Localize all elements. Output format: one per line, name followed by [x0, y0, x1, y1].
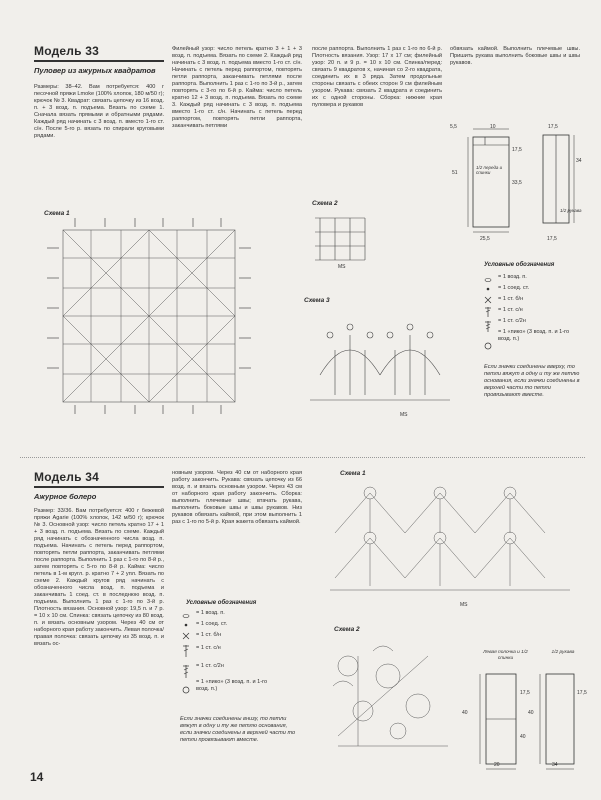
m34-dim-l-bottom: 20 [494, 762, 500, 768]
model34-subtitle: Ажурное болеро [34, 492, 97, 501]
model33-pattern-schematic [440, 115, 590, 235]
model34-legend-title: Условные обозначения [186, 600, 257, 606]
m34-dim-l-top: 40 [462, 710, 468, 716]
dim-r-top: 17,5 [548, 124, 558, 130]
m34-dim-r-bottom: 34 [552, 762, 558, 768]
model33-scheme3-label: Схема 3 [304, 297, 330, 304]
model33-legend-list [498, 274, 578, 345]
legend-item: = 1 ст. с/н [196, 645, 221, 651]
legend-item: = 1 ст. б/н [498, 296, 524, 302]
model34-scheme2-label: Схема 2 [334, 626, 360, 633]
dim-r-bottom: 17,5 [547, 236, 557, 242]
legend-item: = 1 соед. ст. [196, 621, 228, 627]
model34-scheme1-label: Схема 1 [340, 470, 366, 477]
dim-top2: 10 [490, 124, 496, 130]
dim-r-note: 1/2 рукава [560, 208, 582, 213]
model33-legend-title: Условные обозначения [484, 262, 555, 268]
model34-title-rule [34, 486, 164, 488]
legend-item: = 1 возд. п. [498, 274, 527, 280]
model34-pattern-title-left: Левая полочка и 1/2 спинки [483, 650, 528, 661]
model33-text-col2: Филейный узор: число петель кратно 3 + 1 + 3 возд. п. подъема. Вязать по схеме 2. Каждый ряд начинать с 3 возд. п. подъема вместо 1-го ст. с/н. Начинать с петель перед раппортом, повторять петли раппорта, заканчивать петлями после раппорта. Выполнить 1 раз с 1-го по 3-й р., затем повторять с 3-го по 6-й р. Кайма: число петель кратно 12 + 3 возд. п. подъема. Вязать по схеме 3. Каждый ряд начинать с 3 возд. п. подъема вместо 1-го ст. с/н. Начинать с петель перед раппортом, повторять петли раппорта, заканчивать петлями [172, 46, 302, 129]
model34-scheme2-chart [318, 636, 458, 766]
model33-legend-symbols [478, 276, 498, 356]
legend-item: = 1 возд. п. [196, 610, 225, 616]
model33-scheme2-ms: MS [338, 264, 346, 270]
model34-scheme1-chart [325, 478, 580, 603]
model33-text-col3: после раппорта. Выполнить 1 раз с 1-го по 6-й р. Плотность вязания. Узор: 17 х 17 см; филейный узор: 20 п. и 9 р. = 10 х 10 см. Спинка/перед: связать 9 квадратов х, начиная со 2-го квадрата, соединить их в 3 ряда. Затем продольные стороны связать с обеих сторон 9 см филейным узором. Рукава: связать 2 квадрата и соединить их с одной стороны. Сборка: нижние края пуловера и рукавов [312, 46, 442, 108]
model33-title-rule [34, 60, 164, 62]
model33-subtitle: Пуловер из ажурных квадратов [34, 66, 156, 75]
legend-item: = 1 «пико» (3 возд. п. и 1-го возд. п.) [196, 679, 268, 692]
legend-item: = 1 ст. с/н [498, 307, 523, 313]
model34-scheme1-ms: MS [460, 602, 468, 608]
dim-h2: 33,5 [512, 180, 522, 186]
model33-title: Модель 33 [34, 44, 99, 58]
model34-text-col2: новным узором. Через 40 см от наборного края работу закончить. Рукава: связать цепочку из 66 возд. п. и вязать основным узором. Через 43 см от наборного края работу закончить. Сборка: выполнить плечевые швы; втачать рукава, выполнить боковые швы и швы рукавов. Низ рукавов обвязать каймой, при этом выполнить 1 раз с 1-го по 5-й р. Края жакета обвязать каймой. [172, 470, 302, 525]
legend-item: = 1 ст. б/н [196, 632, 222, 638]
dim-h1: 17,5 [512, 147, 522, 153]
model33-scheme3-ms: MS [400, 412, 408, 418]
model33-scheme3-chart [300, 305, 460, 415]
model33-scheme1-label: Схема 1 [44, 210, 70, 217]
dim-bottom: 25,5 [480, 236, 490, 242]
section-divider [20, 457, 585, 459]
model34-legend-symbols [176, 612, 196, 702]
dim-top1: 5,5 [450, 124, 457, 130]
legend-item: = 1 «пико» (3 возд. п. и 1-го возд. п.) [498, 329, 570, 342]
dim-note: 1/2 переда и спинки [476, 165, 503, 175]
m34-dim-r-h: 40 [528, 710, 534, 716]
legend-item: = 1 ст. с/2н [196, 663, 224, 669]
model33-legend-note: Если значки соединены вверху, то петли вяжут в одну и ту же петлю основания, если значки соединены в верхней части то петли провязывают вместе. [484, 364, 580, 398]
model34-legend-list [196, 610, 276, 695]
model34-pattern-title-right: 1/2 рукава [551, 650, 575, 655]
m34-dim-l-h1: 17,5 [520, 690, 530, 696]
m34-dim-r-h2: 17,5 [577, 690, 587, 696]
model33-text-col4: обвязать каймой. Выполнить плечевые швы. Пришить рукава выполнить боковые швы и швы рукавов. [450, 46, 580, 66]
model33-scheme2-label: Схема 2 [312, 200, 338, 207]
model34-title: Модель 34 [34, 470, 99, 484]
dim-r-h: 34 [576, 158, 582, 164]
page-number: 14 [30, 770, 44, 784]
model34-pattern-schematic [470, 664, 590, 774]
model34-text-col1: Размер: 33/36. Вам потребуется: 400 г бежевой пряжи Agarie (100% хлопок, 142 м/50 г); крючок № 3. Основной узор: число петель кратно 17 + 1 + 3 возд. п. подъема. Вязать по схеме. Каждый ряд начинать с обозначенного числа возд. п. подъема. Начинать с петель перед раппортом, повторять петли раппорта, заканчивать петлями после раппорта. Выполнить 1 раз с 1-го по 8-й р., затем повторять с 5-го по 8-й р. Кайма: число петель в 1-м кругл. р. кратно 7 + 2 упл. Вязать по схеме 2. Каждый кругов ряд начинать с обозначенного числа возд. п. подъема и заканчивать 1 соед. ст. в последнюю возд. п. подъема. Выполнить 1 раз с 1-го по 3-й р. Плотность вязания. Основной узор: 19,5 п. и 7 р. = 10 х 10 см. Спинка: связать цепочку из 80 возд. п. и вязать основным узором. Через 40 см от наборного края работу закончить. Левая полочка/правая полочка: связать цепочку из 35 возд. п. и вязать ос- [34, 508, 164, 647]
model33-text-col1: Размеры: 38–42. Вам потребуется: 400 г песочной пряжи Lmoke (100% хлопок, 180 м/50 г); крючок № 3. Квадрат: связать цепочку из 16 возд. п. + 3 возд. п. подъема. Вязать по схеме 1. Сначала вязать прямыми и обратными рядами. Каждый ряд начинать с 3 возд. п. вместо 1-го ст. с/н. После 5-го р. вязать по спирали круговыми рядами. [34, 84, 164, 139]
legend-item: = 1 ст. с/2н [498, 318, 526, 324]
legend-item: = 1 соед. ст. [498, 285, 530, 291]
model34-legend-note: Если значки соединены внизу, то петли вяжут в одну и ту же петлю основания, если значки соединены в верхней части то петли провязывают вместе. [180, 716, 296, 743]
dim-left: 51 [452, 170, 458, 176]
model33-scheme1-chart [55, 218, 250, 418]
m34-dim-l-h2: 40 [520, 734, 526, 740]
model33-scheme2-chart [310, 210, 380, 270]
